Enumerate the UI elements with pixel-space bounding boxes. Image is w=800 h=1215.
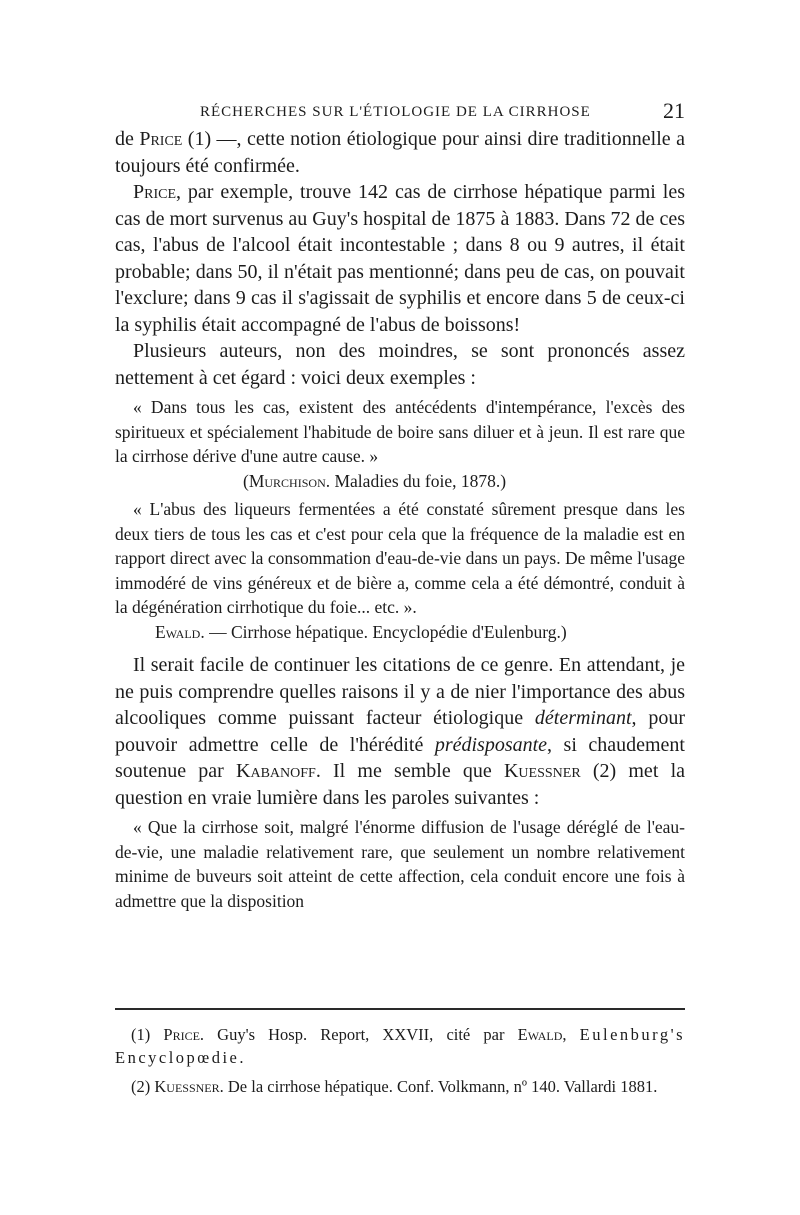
author-kuessner: Kuessner (503, 760, 581, 782)
author-price: Price (133, 181, 177, 203)
body-text (115, 126, 685, 913)
attribution-murchison: (Murchison. Maladies du foie, 1878.) (243, 470, 507, 491)
footnote-1: (1) Price. Guy's Hosp. Report, XXVII, cité par Ewald, Eulenburg's Encyclopœdie. (115, 1025, 685, 1067)
quote-murchison: « Dans tous les cas, existent des antécédents d'intempérance, l'excès des spiritueux et spécialement l'habitude de boire sans diluer et à jeun. Il est rare que la cirrhose dérive d'une autre cause. » (115, 397, 685, 466)
author-kabanoff: Kabanoff (236, 760, 316, 782)
footnote-divider (115, 1008, 685, 1010)
author-price: Price (139, 128, 183, 150)
paragraph-1: de Price (1) —, cette notion étiologique pour ainsi dire traditionnelle a toujours été confirmée. (115, 128, 685, 177)
attribution-ewald: Ewald. — Cirrhose hépatique. Encyclopédie d'Eulenburg.) (155, 621, 567, 642)
quote-kuessner: « Que la cirrhose soit, malgré l'énorme diffusion de l'usage déréglé de l'eau-de-vie, une maladie relativement rare, que seulement un nombre relativement minime de buveurs soit atteint de cette affection, cela conduit encore une fois à admettre que la disposition (115, 817, 685, 911)
paragraph-4: Il serait facile de continuer les citations de ce genre. En attendant, je ne puis comprendre quelles raisons il y a de nier l'importance des abus alcooliques comme puissant facteur étiologique déterminant, pour pouvoir admettre celle de l'hérédité prédisposante, si chaudement soutenue par Kabanoff. Il me semble que Kuessner (2) met la question en vraie lumière dans les paroles suivantes : (115, 654, 685, 809)
page-header (115, 98, 685, 128)
footnotes (115, 1023, 685, 1104)
page-number: 21 (663, 98, 685, 123)
term-predisposante: prédisposante (434, 733, 548, 756)
running-title: RÉCHERCHES SUR L'ÉTIOLOGIE DE LA CIRRHOSE (200, 104, 591, 120)
term-determinant: déterminant (534, 707, 632, 729)
footnote-2: (2) Kuessner. De la cirrhose hépatique. Conf. Volkmann, nº 140. Vallardi 1881. (131, 1077, 658, 1096)
quote-ewald: « L'abus des liqueurs fermentées a été constaté sûrement presque dans les deux tiers de tous les cas et c'est pour cela que la fréquence de la maladie est en rapport direct avec la consommation d'eau-de-vie dans un pays. De même l'usage immodéré de vins généreux et de bière a, comme cela a été démontré, conduit à la dégénération cirrhotique du foie... etc. ». (115, 499, 685, 617)
paragraph-3: Plusieurs auteurs, non des moindres, se sont prononcés assez nettement à cet égard : voici deux exemples : (115, 340, 685, 389)
paragraph-2: Price, par exemple, trouve 142 cas de cirrhose hépatique parmi les cas de mort survenus au Guy's hospital de 1875 à 1883. Dans 72 de ces cas, l'abus de l'alcool était incontestable ; dans 8 ou 9 autres, il était probable; dans 50, il n'était pas mentionné; dans peu de cas, on pouvait l'exclure; dans 9 cas il s'agissait de syphilis et encore dans 5 de ceux-ci la syphilis était accompagné de l'abus de boissons! (115, 181, 685, 336)
